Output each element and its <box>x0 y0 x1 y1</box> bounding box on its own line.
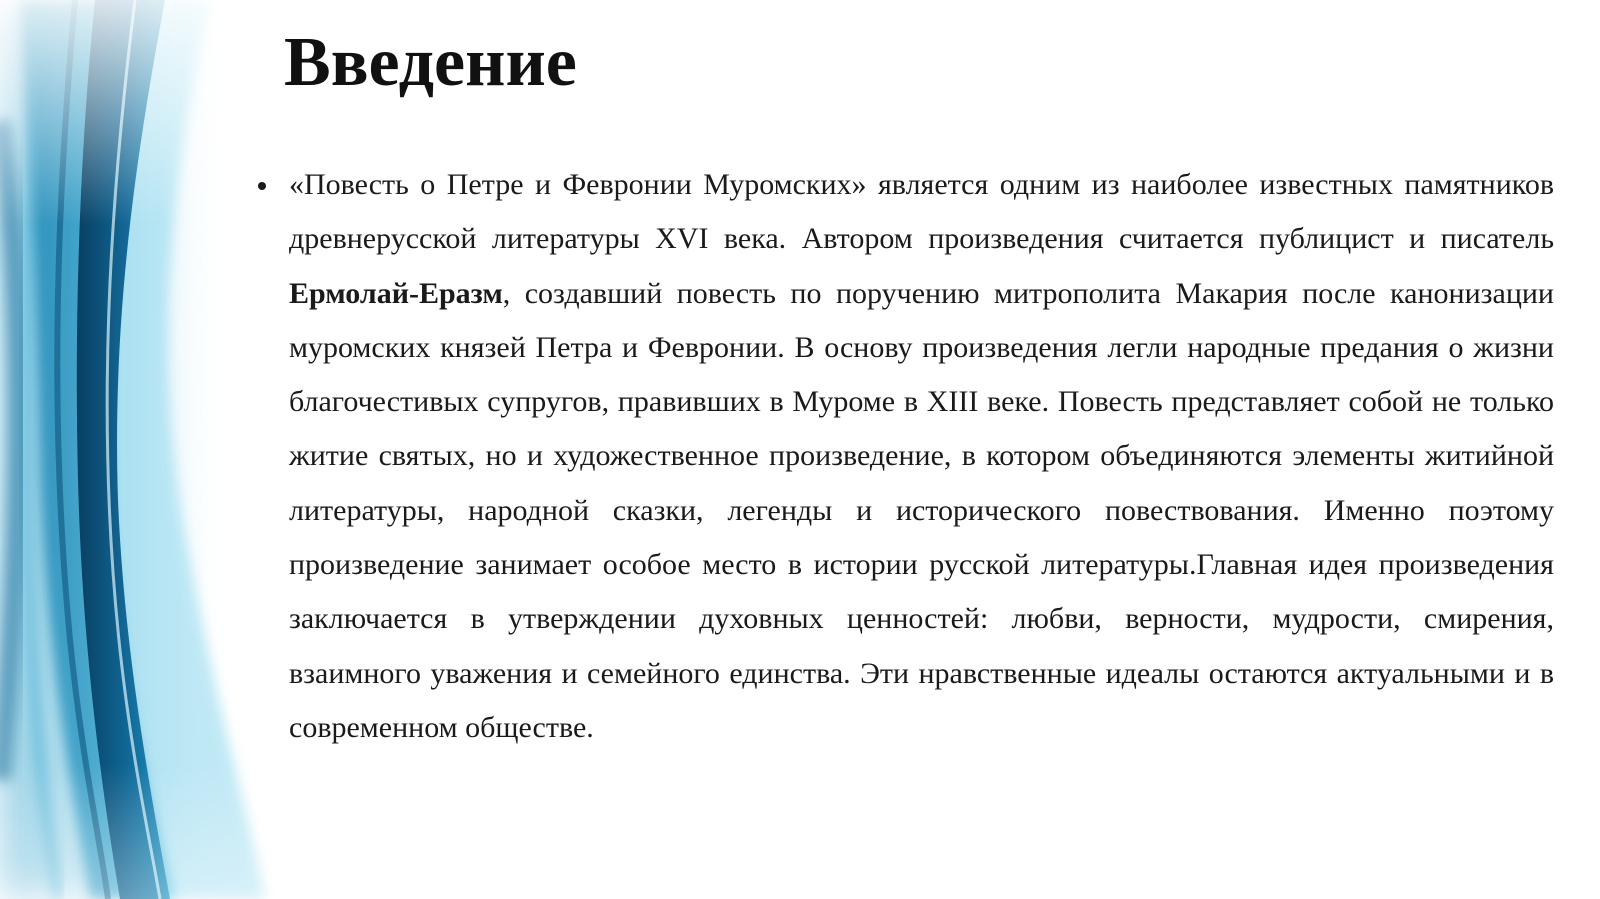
author-name: Ермолай-Еразм <box>289 276 503 310</box>
paragraph-text-part1: «Повесть о Петре и Февронии Муромских» является одним из наиболее известных памятников древнерусской литературы XVI века. Автором произведения считается публицист и писатель <box>289 168 1554 256</box>
paragraph-text-part2: , создавший повесть по поручению митрополита Макария после канонизации муромских князей Петра и Февронии. В основу произведения легли народные предания о жизни благочестивых супругов, правивших в Муроме в XIII веке. Повесть представляет собой не только житие святых, но и художественное произведение, в котором объединяются элементы житийной литературы, народной сказки, легенды и исторического повествования. Именно поэтому произведение занимает особое место в истории русской литературы.Главная идея произведения заключается в утверждении духовных ценностей: любви, верности, мудрости, смирения, взаимного уважения и семейного единства. Эти нравственные идеалы остаются актуальными и в современном обществе. <box>289 276 1554 744</box>
body-list <box>258 158 1554 755</box>
slide-title: Введение <box>284 24 577 101</box>
list-item <box>258 158 1554 755</box>
bullet-icon <box>258 182 266 190</box>
